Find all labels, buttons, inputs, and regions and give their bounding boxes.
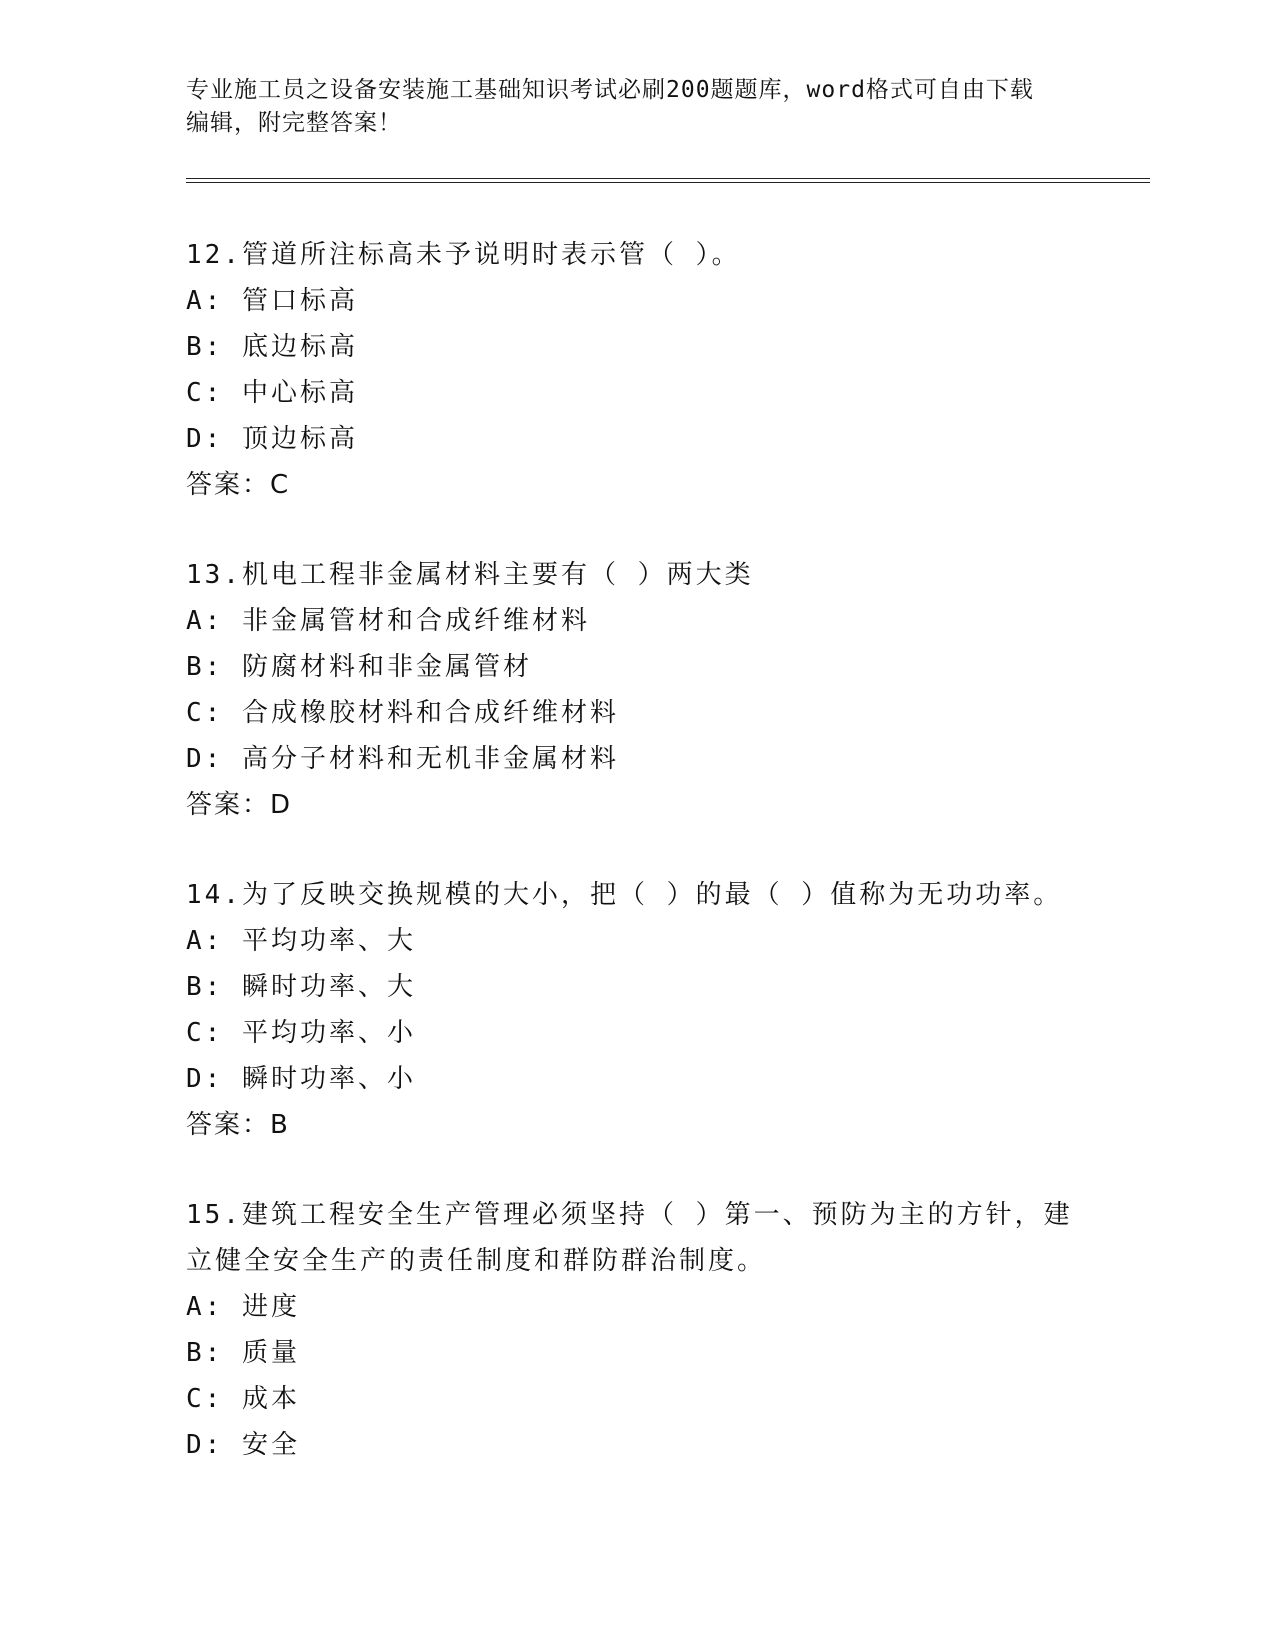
- question-list: [186, 232, 1086, 1468]
- option-d: D: 安全: [186, 1430, 300, 1460]
- option-a: A: 平均功率、大: [186, 926, 416, 956]
- option-c: C: 平均功率、小: [186, 1018, 416, 1048]
- option-b: B: 防腐材料和非金属管材: [186, 652, 532, 682]
- header-line-1: 专业施工员之设备安装施工基础知识考试必刷200题题库，word格式可自由下载: [186, 77, 1034, 103]
- option-d: D: 顶边标高: [186, 424, 358, 454]
- question-stem-line-1: 15.建筑工程安全生产管理必须坚持（ ）第一、预防为主的方针，建: [186, 1200, 1073, 1230]
- question-spacer: [186, 1148, 1086, 1192]
- header-divider-bottom: [186, 182, 1150, 183]
- answer: 答案：D: [186, 790, 293, 820]
- option-d: D: 瞬时功率、小: [186, 1064, 416, 1094]
- question-stem: 14.为了反映交换规模的大小，把（ ）的最（ ）值称为无功功率。: [186, 880, 1063, 910]
- question-12: [186, 232, 1086, 508]
- option-d: D: 高分子材料和无机非金属材料: [186, 744, 619, 774]
- header-line-2: 编辑，附完整答案！: [186, 110, 402, 136]
- answer: 答案：C: [186, 470, 291, 500]
- option-a: A: 进度: [186, 1292, 300, 1322]
- question-stem: 12.管道所注标高未予说明时表示管（ ）。: [186, 240, 741, 270]
- option-c: C: 中心标高: [186, 378, 358, 408]
- option-c: C: 成本: [186, 1384, 300, 1414]
- question-15: [186, 1192, 1086, 1468]
- option-a: A: 管口标高: [186, 286, 358, 316]
- option-b: B: 质量: [186, 1338, 300, 1368]
- answer: 答案：B: [186, 1110, 290, 1140]
- question-14: [186, 872, 1086, 1148]
- option-b: B: 底边标高: [186, 332, 358, 362]
- question-13: [186, 552, 1086, 828]
- question-stem: 13.机电工程非金属材料主要有（ ）两大类: [186, 560, 754, 590]
- header-divider-top: [186, 178, 1150, 179]
- question-spacer: [186, 508, 1086, 552]
- option-c: C: 合成橡胶材料和合成纤维材料: [186, 698, 619, 728]
- document-header: [186, 74, 1066, 140]
- question-stem-line-2: 立健全安全生产的责任制度和群防群治制度。: [186, 1246, 767, 1276]
- option-b: B: 瞬时功率、大: [186, 972, 416, 1002]
- option-a: A: 非金属管材和合成纤维材料: [186, 606, 590, 636]
- question-spacer: [186, 828, 1086, 872]
